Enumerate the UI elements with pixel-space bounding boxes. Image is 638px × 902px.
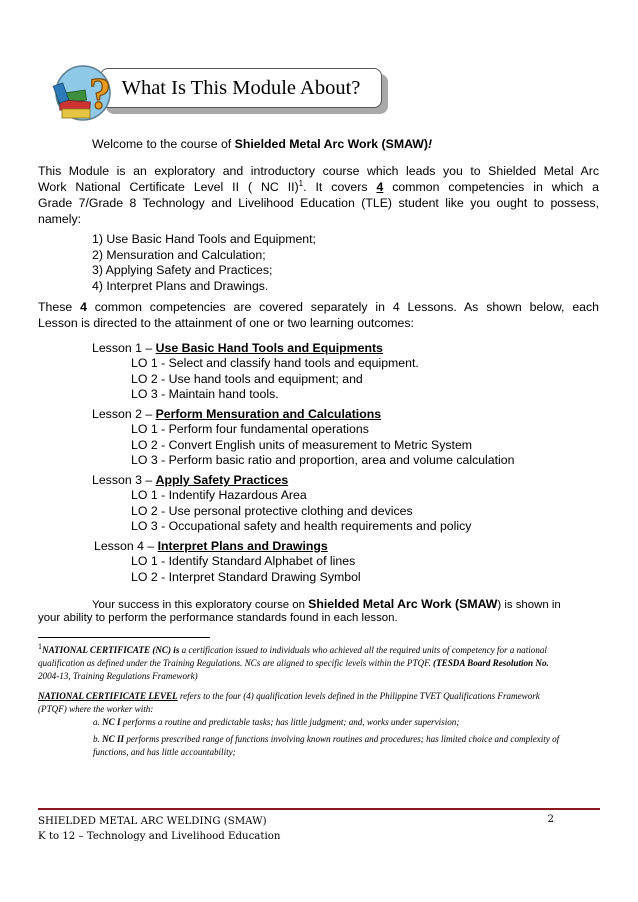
footnote-term: NATIONAL CERTIFICATE LEVEL xyxy=(38,691,178,701)
footnote-2-line-2: (PTQF) where the worker with: xyxy=(38,704,154,714)
page-number: 2 xyxy=(547,814,554,825)
lessons-intro-line-1 xyxy=(38,299,599,315)
lesson-1-heading xyxy=(92,340,383,356)
list-item: 2) Mensuration and Calculation; xyxy=(92,247,266,262)
list-item: LO 3 - Perform basic ratio and proportion, area and volume calculation xyxy=(131,453,515,467)
footnote-term: NATIONAL CERTIFICATE (NC) is xyxy=(42,645,180,655)
intro-line-4: namely: xyxy=(38,212,82,226)
lesson-2-outcomes xyxy=(131,422,514,469)
list-item: LO 2 - Use personal protective clothing and devices xyxy=(131,503,413,518)
lesson-4-heading xyxy=(94,538,328,554)
lesson-count: 4 xyxy=(80,300,87,314)
footer-divider xyxy=(38,808,600,810)
footnote-item-a xyxy=(93,716,598,729)
intro-nc-level: Work National Certificate Level II ( NC II) xyxy=(38,180,299,194)
footnote-text: a certification issued to individuals who achieved all the required units of competency for a national xyxy=(179,645,547,655)
footnote-text: qualification as defined under the Training Regulations. NCs are aligned to specific levels within the PTQF. xyxy=(38,658,434,668)
question-mark-books-icon xyxy=(52,62,118,124)
item-text: performs prescribed range of functions involving known routines and procedures; has limited choice and complexity of xyxy=(124,734,560,744)
success-prefix: Your success in this exploratory course on xyxy=(92,599,309,611)
lesson-3-outcomes xyxy=(131,488,471,535)
welcome-prefix: Welcome to the course of xyxy=(92,137,235,151)
module-header xyxy=(52,62,392,122)
list-item: LO 1 - Identify Standard Alphabet of lines xyxy=(131,554,356,568)
item-term: NC I xyxy=(102,717,121,727)
footer-program: K to 12 – Technology and Livelihood Education xyxy=(38,831,281,842)
lesson-title: Interpret Plans and Drawings xyxy=(157,539,328,553)
lesson-1-outcomes xyxy=(131,356,419,403)
success-course: Shielded Metal Arc Work (SMAW xyxy=(308,597,498,611)
success-line-2: your ability to perform the performance standards found in each lesson. xyxy=(38,612,398,624)
welcome-suffix: ! xyxy=(427,137,433,151)
list-item: LO 2 - Interpret Standard Drawing Symbol xyxy=(131,569,361,584)
footnote-1-line-1 xyxy=(38,641,598,657)
competency-count: 4 xyxy=(376,180,384,194)
intro-common: common competencies in which a xyxy=(383,180,599,194)
lesson-label: Lesson 1 – xyxy=(92,341,156,355)
footer-course-title: SHIELDED METAL ARC WELDING (SMAW) xyxy=(38,816,267,827)
covered: common competencies are covered separately in 4 Lessons. As shown below, each xyxy=(86,300,600,314)
list-item: LO 1 - Select and classify hand tools and equipment. xyxy=(131,356,419,370)
item-prefix: b. xyxy=(93,734,103,744)
list-item: 3) Applying Safety and Practices; xyxy=(92,263,273,277)
lesson-label: Lesson 3 – xyxy=(92,473,156,487)
module-title: What Is This Module About? xyxy=(121,76,361,99)
competency-list xyxy=(92,232,316,294)
footnote-ref: 1 xyxy=(298,178,304,188)
lesson-label: Lesson 2 – xyxy=(92,407,156,421)
footnote-2-line-1 xyxy=(38,690,598,703)
item-text: performs a routine and predictable tasks; has little judgment; and, works under supervision; xyxy=(120,717,460,727)
lessons-intro-line-2: Lesson is directed to the attainment of one or two learning outcomes: xyxy=(38,316,414,330)
lesson-4-outcomes xyxy=(131,554,361,585)
lesson-2-heading xyxy=(92,406,381,422)
intro-line-2 xyxy=(38,179,599,195)
footnote-1-line-3: 2004-13, Training Regulations Framework) xyxy=(38,671,198,681)
lesson-title: Apply Safety Practices xyxy=(155,473,289,487)
list-item: LO 1 - Perform four fundamental operations xyxy=(131,422,369,436)
lesson-3-heading xyxy=(92,472,288,488)
footnote-divider xyxy=(38,637,210,638)
lesson-label: Lesson 4 – xyxy=(94,539,158,553)
these: These xyxy=(38,300,81,314)
list-item: LO 2 - Convert English units of measurement to Metric System xyxy=(131,437,473,452)
list-item: LO 1 - Indentify Hazardous Area xyxy=(131,488,307,502)
list-item: 1) Use Basic Hand Tools and Equipment; xyxy=(92,232,316,246)
lesson-title: Perform Mensuration and Calculations xyxy=(155,407,382,421)
item-prefix: a. xyxy=(93,717,103,727)
intro-covers: . It covers xyxy=(303,180,377,194)
lesson-title: Use Basic Hand Tools and Equipments xyxy=(155,341,383,355)
footnote-number: 1 xyxy=(38,641,42,651)
svg-text:?: ? xyxy=(89,69,111,118)
welcome-course: Shielded Metal Arc Work (SMAW) xyxy=(234,137,428,151)
welcome-line xyxy=(92,136,592,152)
list-item: LO 3 - Maintain hand tools. xyxy=(131,387,279,401)
list-item: LO 2 - Use hand tools and equipment; and xyxy=(131,371,363,386)
footnote-reference: (TESDA Board Resolution No. xyxy=(433,658,549,668)
intro-line-1: This Module is an exploratory and introductory course which leads you to Shielded Metal Arc xyxy=(38,164,599,178)
footnote-item-b-line-2: functions, and has little accountability; xyxy=(93,747,236,757)
footnote-item-b-line-1 xyxy=(93,733,598,746)
item-term: NC II xyxy=(102,734,125,744)
list-item: 4) Interpret Plans and Drawings. xyxy=(92,278,269,293)
intro-line-3: Grade 7/Grade 8 Technology and Livelihood Education (TLE) student like you ought to possess, xyxy=(38,196,599,210)
list-item: LO 3 - Occupational safety and health requirements and policy xyxy=(131,519,472,533)
success-suffix: ) is shown in xyxy=(497,599,561,611)
footnote-1-line-2 xyxy=(38,657,598,670)
title-banner xyxy=(100,68,382,108)
footnote-text: refers to the four (4) qualification levels defined in the Philippine TVET Qualifications Framework xyxy=(177,691,540,701)
